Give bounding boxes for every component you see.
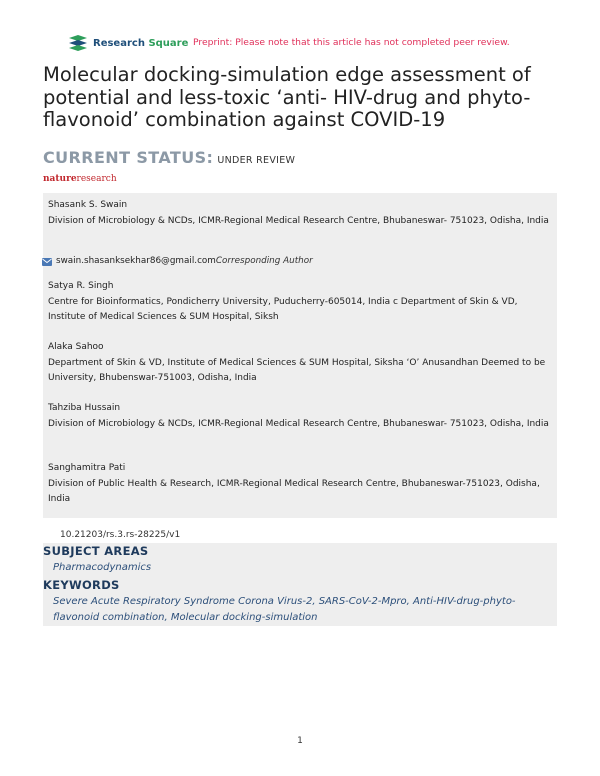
- keywords-heading: KEYWORDS: [43, 578, 120, 592]
- email-icon: [42, 258, 52, 266]
- author-affiliation: Centre for Bioinformatics, Pondicherry University, Puducherry-605014, India c Department of Skin & VD, Institute of Medical Sciences & SUM Hospital, Siksh: [48, 296, 518, 322]
- keywords-section: [43, 577, 557, 626]
- corresponding-author-label: Corresponding Author: [215, 256, 313, 266]
- research-square-logo-icon: [67, 34, 89, 52]
- research-square-logo[interactable]: [67, 34, 188, 52]
- author-entry: [48, 279, 553, 326]
- author-name: Shasank S. Swain: [48, 200, 128, 210]
- keywords-list: Severe Acute Respiratory Syndrome Corona Virus-2, SARS-CoV-2-Mpro, Anti-HIV-drug-phyto-flavonoid combination, Molecular docking-simulation: [53, 596, 516, 623]
- header: [67, 34, 540, 54]
- author-entry: [48, 340, 553, 387]
- author-affiliation: Division of Public Health & Research, ICMR-Regional Medical Research Centre, Bhubaneswar-751023, Odisha, India: [48, 478, 540, 504]
- doi-link[interactable]: 10.21203/rs.3.rs-28225/v1: [60, 530, 181, 540]
- author-entry: [48, 198, 553, 266]
- current-status: [43, 148, 295, 167]
- logo-text: [93, 38, 188, 49]
- publisher-logo-part2: research: [76, 174, 117, 184]
- authors-panel: [43, 193, 557, 518]
- author-name: Satya R. Singh: [48, 281, 114, 291]
- publisher-logo: [43, 174, 117, 184]
- author-name: Alaka Sahoo: [48, 342, 104, 352]
- logo-text-accent: Square: [148, 37, 189, 49]
- publisher-logo-part1: nature: [43, 174, 77, 184]
- corresponding-email-row: [42, 254, 313, 270]
- author-entry: [48, 401, 553, 432]
- subject-area-link[interactable]: Pharmacodynamics: [53, 562, 152, 573]
- subject-areas-section: [43, 543, 557, 577]
- author-name: Tahziba Hussain: [48, 403, 121, 413]
- logo-text-main: Research: [93, 37, 145, 49]
- author-entry: [48, 461, 553, 508]
- author-name: Sanghamitra Pati: [48, 463, 126, 473]
- subject-areas-heading: SUBJECT AREAS: [43, 544, 149, 558]
- status-label: CURRENT STATUS:: [43, 148, 214, 167]
- author-affiliation: Department of Skin & VD, Institute of Medical Sciences & SUM Hospital, Siksha ‘O’ Anusandhan Deemed to be University, Bhubenswar-751003, Odisha, India: [48, 357, 546, 383]
- status-value: UNDER REVIEW: [217, 155, 296, 166]
- page-title: Molecular docking-simulation edge assessment of potential and less-toxic ‘anti- HIV-drug and phyto-flavonoid’ combination against COVID-19: [43, 63, 531, 131]
- corresponding-email[interactable]: swain.shasanksekhar86@gmail.com: [56, 256, 216, 266]
- author-affiliation: Division of Microbiology & NCDs, ICMR-Regional Medical Research Centre, Bhubaneswar- 751023, Odisha, India: [48, 215, 549, 226]
- page-number: 1: [297, 736, 303, 746]
- preprint-note: Preprint: Please note that this article has not completed peer review.: [193, 37, 510, 48]
- author-affiliation: Division of Microbiology & NCDs, ICMR-Regional Medical Research Centre, Bhubaneswar- 751023, Odisha, India: [48, 418, 549, 429]
